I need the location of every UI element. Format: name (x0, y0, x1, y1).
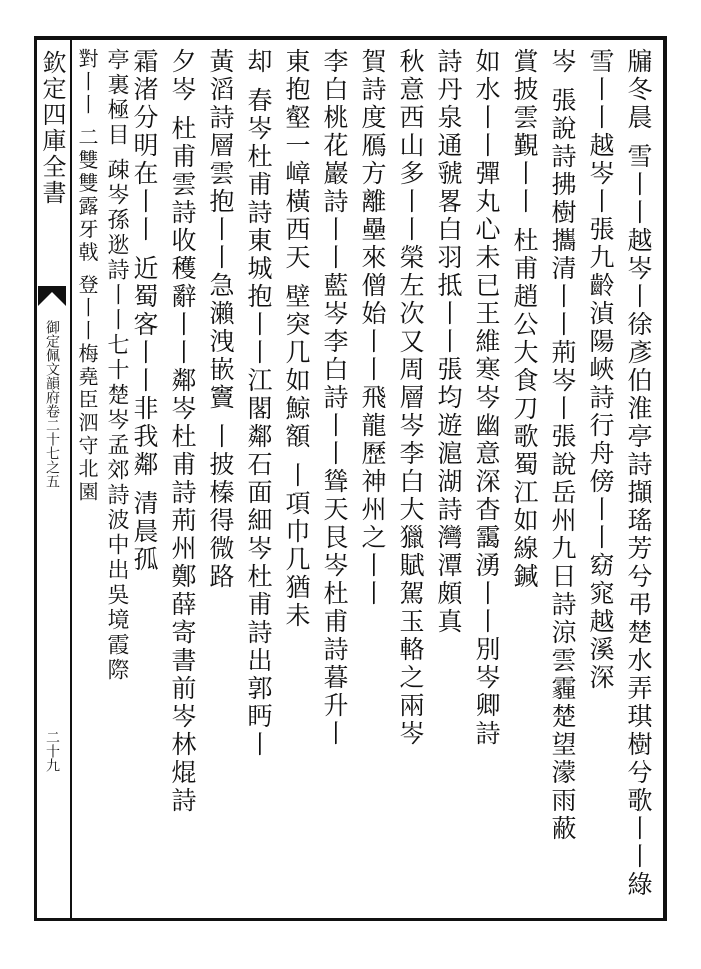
frame-bottom-border (34, 918, 666, 921)
text-column-14: 霜渚分明在丨丨 近蜀客丨丨非我鄰 清晨孤 (130, 48, 159, 574)
volume-label: 御定佩文韻府卷二十七之五 (44, 320, 60, 488)
text-column-6: 詩丹泉通虢畧白羽抵丨丨張均遊滬湖詩灣潭頗真 (434, 48, 463, 636)
page-number: 二十九 (44, 730, 60, 772)
text-column-2: 雪丨丨越岑丨張九齡湞陽峽詩行舟傍丨丨窈窕越溪深 (586, 48, 615, 692)
text-column-10: 東抱壑一嶂橫西天 壁突几如鯨額 丨項巾几猶未 (282, 48, 311, 630)
book-title: 欽定四庫全書 (38, 50, 66, 206)
text-column-9: 李白桃花巖詩丨丨藍岑李白詩丨丨聳天艮岑杜甫詩暮升丨 (320, 48, 349, 748)
text-column-3: 岑 張說詩拂樹攜清丨丨荊岑丨張說岳州九日詩涼雲霾楚望濛雨蔽 (548, 48, 577, 843)
text-column-13: 夕岑 杜甫雲詩收穫辭丨丨鄰岑杜甫詩荊州鄭薛寄書前岑林焜詩 (168, 48, 197, 815)
text-column-15: 亭裏極目 疎岑孫逖詩丨丨七十楚岑孟郊詩波中出吳境霞際 (104, 48, 129, 683)
fishtail-mark (38, 292, 66, 306)
text-column-8: 賀詩度鴈方離壘來僧始丨丨飛龍歷神州之丨丨 (358, 48, 387, 608)
frame-right-border (663, 36, 667, 921)
text-column-12: 黃滔詩層雲抱丨丨急瀨洩嵌竇 丨披榛得微路 (206, 48, 235, 591)
text-column-11: 却 春岑杜甫詩東城抱丨丨江閣鄰石面細岑杜甫詩出郭眄丨 (244, 48, 273, 759)
margin-divider (70, 36, 72, 921)
text-column-4: 賞披雲覲丨丨 杜甫趙公大食刀歌蜀江如線鍼 (510, 48, 539, 591)
text-column-1: 牖冬晨 雪丨丨越岑丨徐彥伯淮亭詩擷瑤芳兮弔楚水弄琪樹兮歌丨丨綠 (624, 48, 653, 899)
text-column-7: 秋意西山多丨丨榮左次又周層岑李白大獵賦駕玉輅之兩岑 (396, 48, 425, 748)
text-column-16: 對丨丨 二雙雙露牙戟 登丨丨梅堯臣泗守北園 (75, 48, 99, 504)
text-column-5: 如水丨丨彈丸心未已王維寒岑幽意深杳靄湧丨丨別岑卿詩 (472, 48, 501, 748)
frame-top-border (34, 36, 666, 40)
